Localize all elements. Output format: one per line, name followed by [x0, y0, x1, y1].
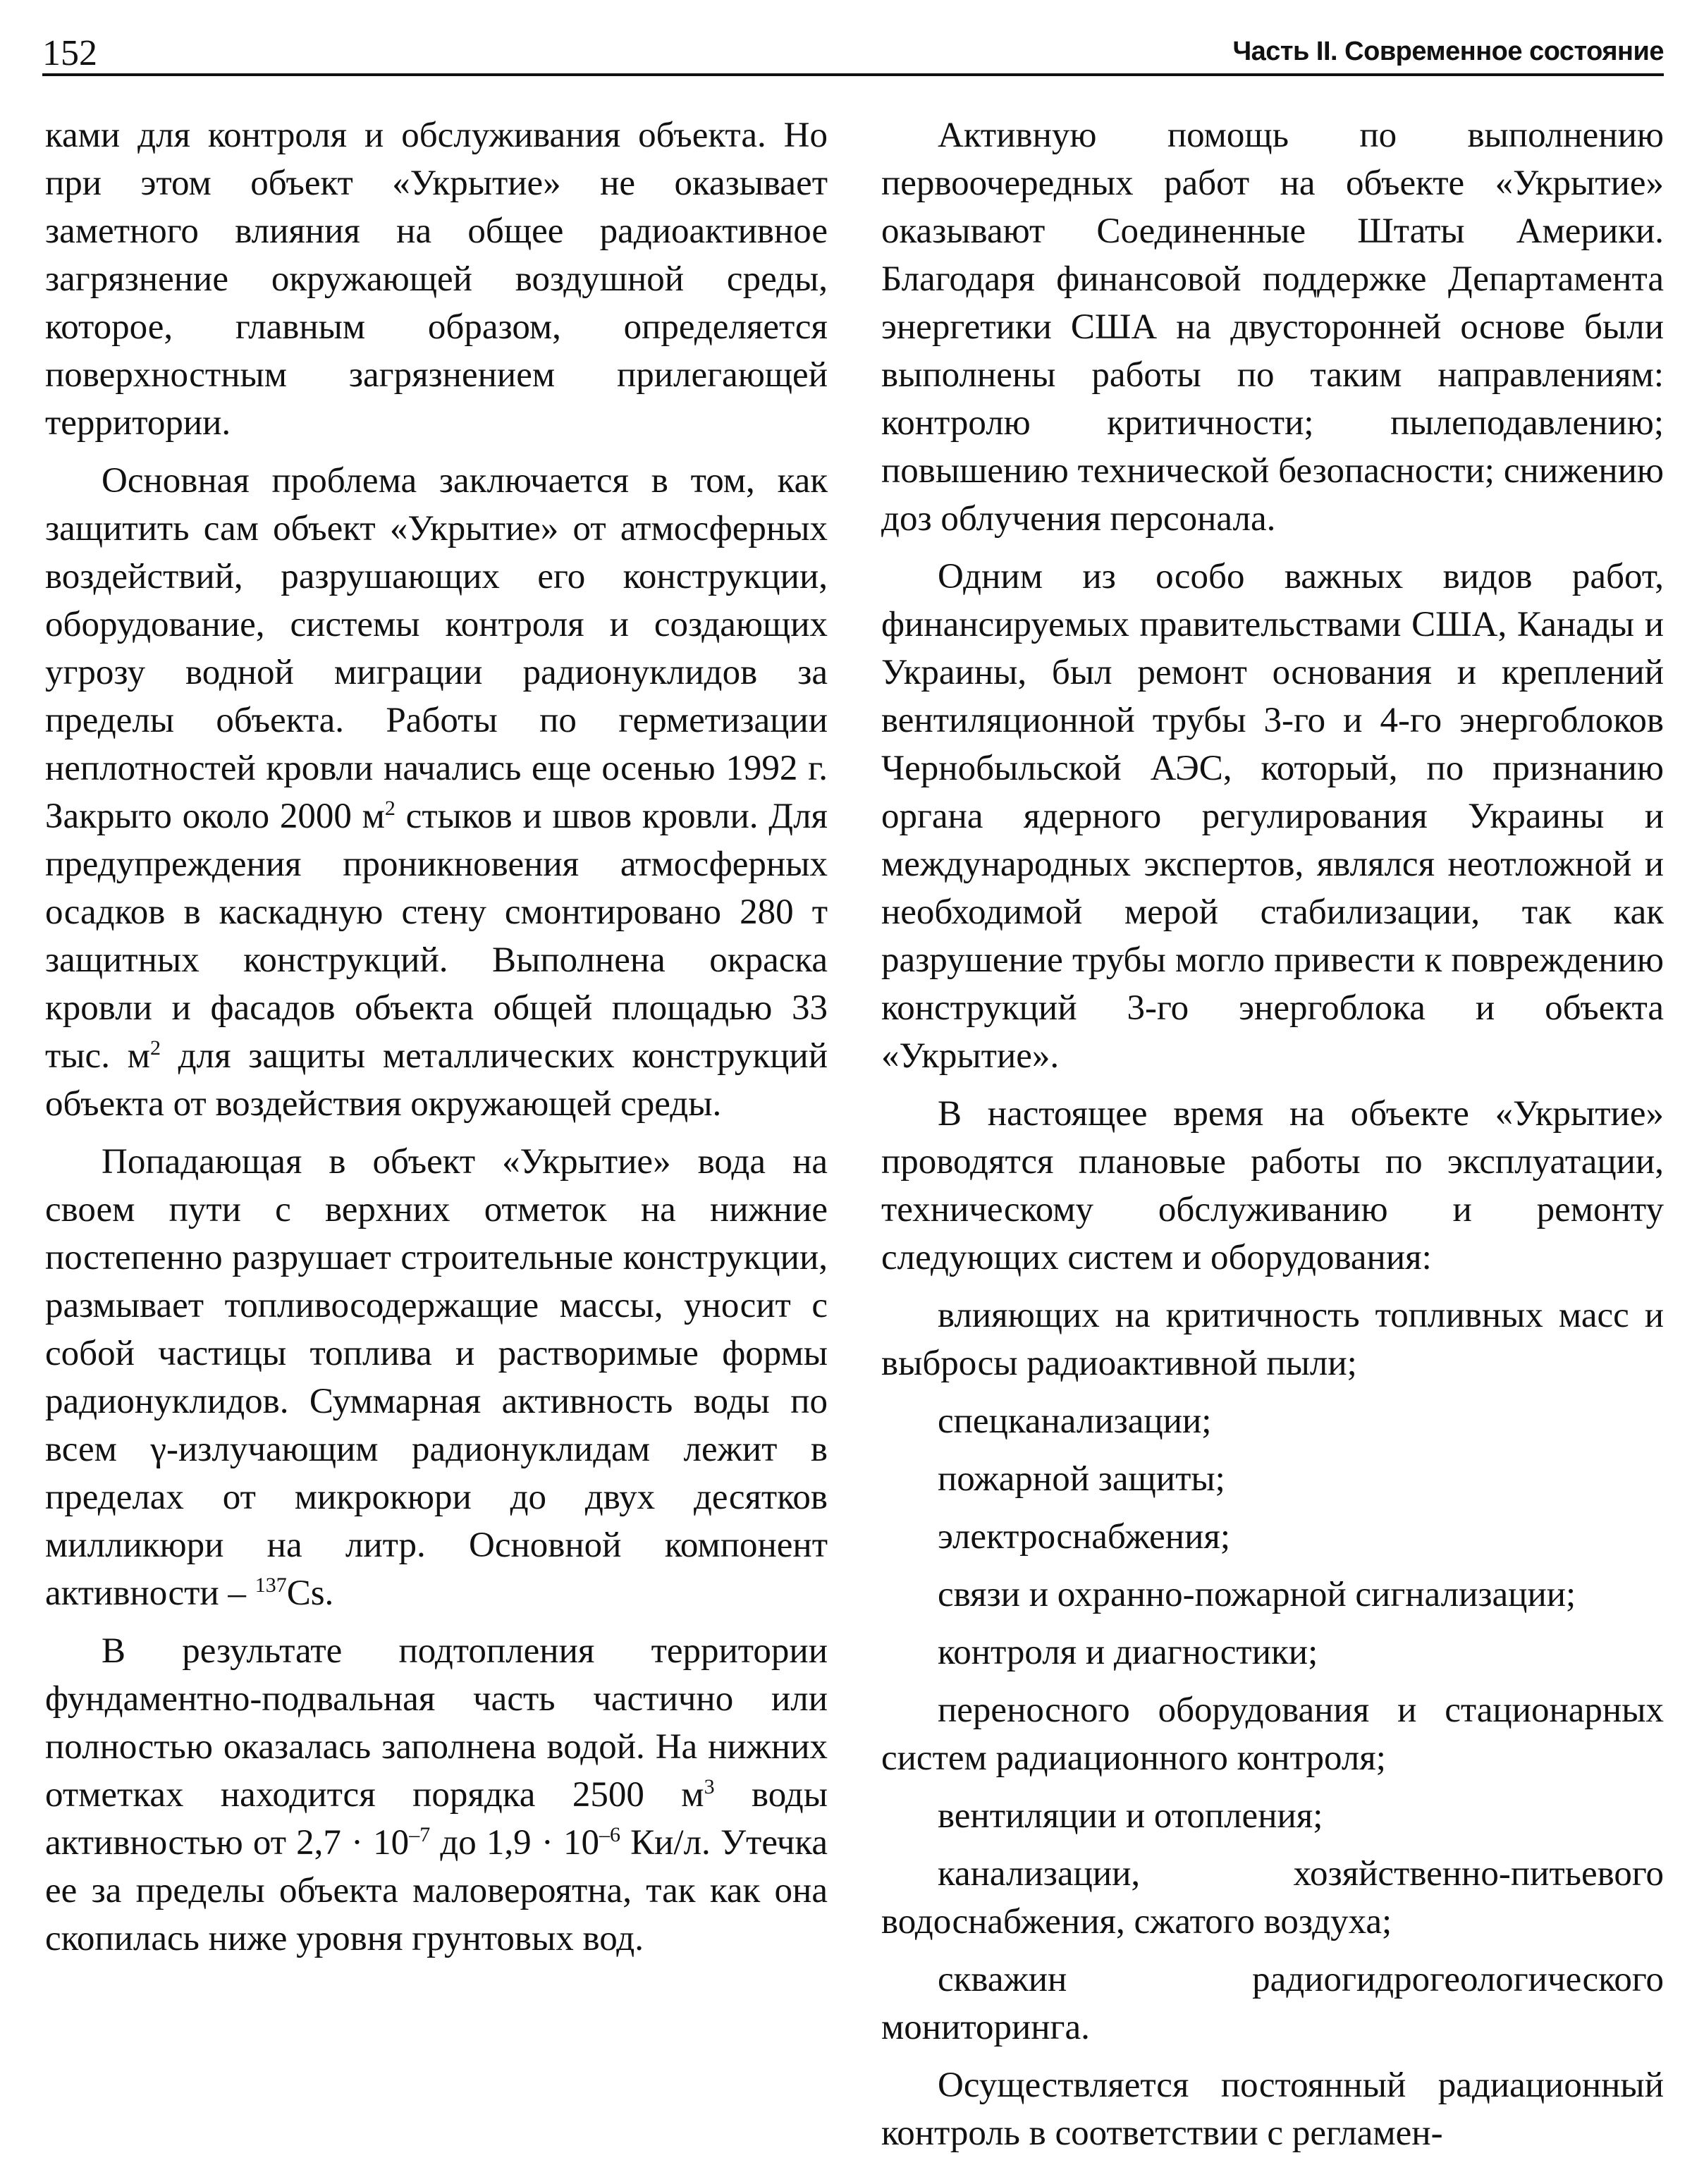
text-run: для защиты металлических конструкций объекта от воздействия окружающей среды.	[45, 1036, 828, 1124]
text-run: воды активностью от 2,7 · 10	[45, 1775, 828, 1863]
list-item: контроля и диагностики;	[938, 1633, 1318, 1672]
list-item: влияющих на критичность топливных масс и выбросы радиоактивной пыли;	[881, 1296, 1664, 1383]
list-item: электроснабжения;	[938, 1517, 1230, 1557]
list-item: канализации, хозяйственно-питьевого водоснабжения, сжатого воздуха;	[881, 1854, 1664, 1941]
superscript: –6	[599, 1823, 620, 1846]
paragraph: В настоящее время на объекте «Укрытие» проводятся плановые работы по эксплуатации, техническому обслуживанию и ремонту следующих систем и оборудования:	[881, 1094, 1664, 1277]
paragraph	[45, 457, 828, 1128]
right-column	[881, 111, 1664, 2167]
paragraph: Осуществляется постоянный радиационный контроль в соответствии с регламен-	[881, 2066, 1664, 2153]
paragraph: Одним из особо важных видов работ, финансируемых правительствами США, Канады и Украины, был ремонт основания и креплений вентиляционной трубы 3-го и 4-го энергоблоков Чернобыльской АЭС, который, по признанию органа ядерного регулирования Украины и международных экспертов, являлся неотложной и необходимой мерой стабилизации, так как разрушение трубы могло привести к повреждению конструкций 3-го энергоблока и объекта «Укрытие».	[881, 557, 1664, 1076]
text-run: Основная проблема заключается в том, как защитить сам объект «Укрытие» от атмосферных воздействий, разрушающих его конструкции, оборудование, системы контроля и создающих угрозу водной миграции радионуклидов за пределы объекта. Работы по герметизации неплотностей кровли начались еще осенью 1992 г. Закрыто около 2000 м	[45, 461, 828, 836]
text-run: Ки/л. Утечка ее за пределы объекта маловероятна, так как она скопилась ниже уровня грунтовых вод.	[45, 1823, 828, 1958]
superscript: 2	[149, 1036, 161, 1060]
superscript: 2	[384, 797, 396, 820]
paragraph	[45, 1138, 828, 1617]
page-number: 152	[42, 33, 97, 73]
left-column	[45, 111, 828, 1973]
paragraph	[45, 1627, 828, 1963]
list-item: скважин радиогидрогеологического мониторинга.	[881, 1960, 1664, 2047]
list-item: связи и охранно-пожарной сигнализации;	[938, 1575, 1576, 1614]
paragraph: ками для контроля и обслуживания объекта. Но при этом объект «Укрытие» не оказывает заметного влияния на общее радиоактивное загрязнение окружающей воздушной среды, которое, главным образом, определяется поверхностным загрязнением прилегающей территории.	[45, 116, 828, 443]
paragraph: Активную помощь по выполнению первоочередных работ на объекте «Укрытие» оказывают Соединенные Штаты Америки. Благодаря финансовой поддержке Департамента энергетики США на двусторонней основе были выполнены работы по таким направлениям: контролю критичности; пылеподавлению; повышению технической безопасности; снижению доз облучения персонала.	[881, 116, 1664, 539]
text-run: Cs.	[286, 1573, 334, 1613]
list-item: пожарной защиты;	[938, 1459, 1225, 1499]
superscript: –7	[409, 1823, 431, 1846]
list-item: спецканализации;	[938, 1401, 1212, 1441]
text-run: стыков и швов кровли. Для предупреждения проникновения атмосферных осадков в каскадную стену смонтировано 280 т защитных конструкций. Выполнена окраска кровли и фасадов объекта общей площадью 33 тыс. м	[45, 797, 828, 1076]
systems-list	[881, 1292, 1664, 2051]
header-rule	[42, 73, 1664, 76]
superscript: 137	[255, 1573, 287, 1597]
text-run: В результате подтопления территории фундаментно-подвальная часть частично или полностью оказалась заполнена водой. На нижних отметках находится порядка 2500 м	[45, 1631, 828, 1815]
running-head: Часть II. Современное состояние	[1232, 37, 1664, 66]
page-header	[42, 21, 1664, 78]
text-run: до 1,9 · 10	[430, 1823, 599, 1863]
text-run: Попадающая в объект «Укрытие» вода на своем пути с верхних отметок на нижние постепенно разрушает строительные конструкции, размывает топливосодержащие массы, уносит с собой частицы топлива и растворимые формы радионуклидов. Суммарная активность воды по всем γ-излучающим радионуклидам лежит в пределах от микрокюри до двух десятков милликюри на литр. Основной компонент активности –	[45, 1142, 828, 1613]
list-item: вентиляции и отопления;	[938, 1796, 1323, 1836]
superscript: 3	[704, 1775, 715, 1798]
list-item: переносного оборудования и стационарных систем радиационного контроля;	[881, 1691, 1664, 1778]
